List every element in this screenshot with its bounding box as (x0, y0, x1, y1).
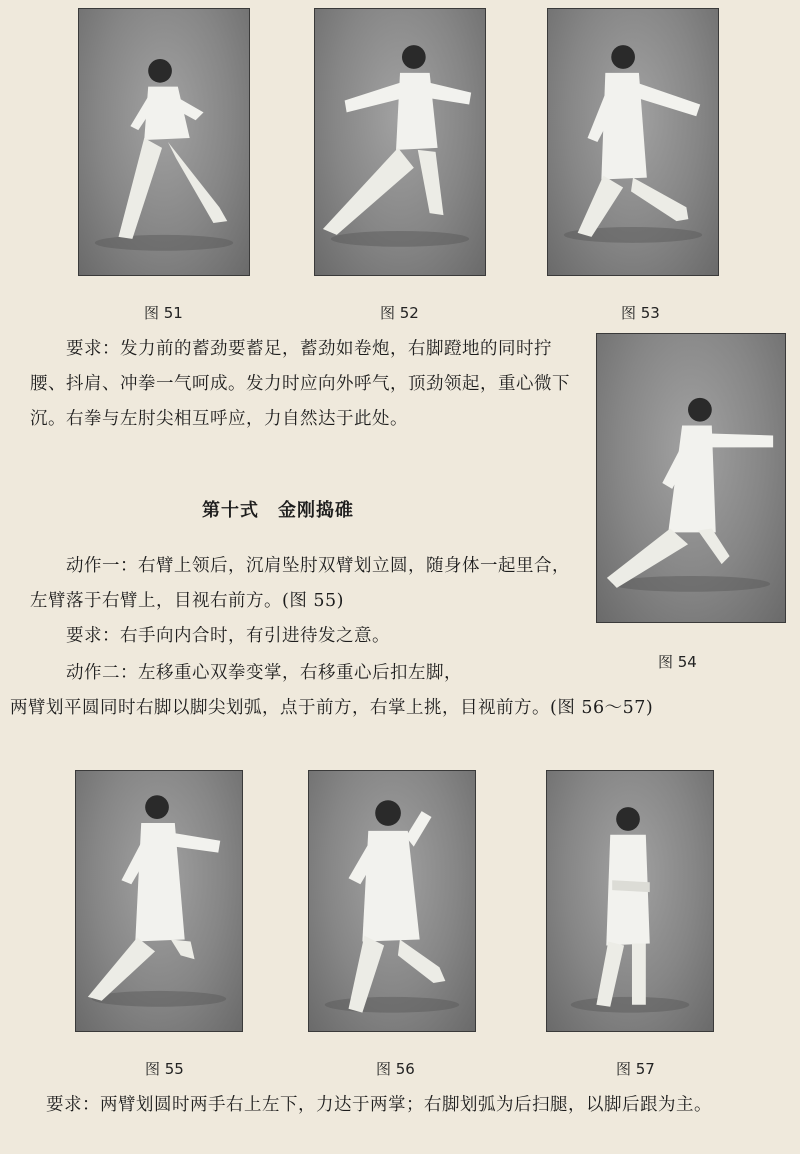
caption-figure-54: 图 54 (658, 653, 697, 671)
photo-figure-54 (596, 333, 786, 623)
figure-silhouette (309, 771, 475, 1031)
photo-figure-55 (75, 770, 243, 1032)
photo-figure-53 (547, 8, 719, 276)
paragraph-action-1: 动作一：右臂上领后，沉肩坠肘双臂划立圆，随身体一起里合，左臂落于右臂上，目视右前方。(图 55) (30, 556, 570, 611)
caption-figure-53: 图 53 (621, 304, 660, 322)
paragraph-requirement-2: 要求：右手向内合时，有引进待发之意。 (66, 626, 390, 646)
photo-figure-52 (314, 8, 486, 276)
photo-figure-51 (78, 8, 250, 276)
paragraph-requirement-1: 要求：发力前的蓄劲要蓄足，蓄劲如卷炮，右脚蹬地的同时拧腰、抖肩、冲拳一气呵成。发力时应向外呼气，顶劲领起，重心微下沉。右拳与左肘尖相互呼应，力自然达于此处。 (30, 339, 570, 429)
caption-figure-57: 图 57 (616, 1060, 655, 1078)
figure-silhouette (547, 771, 713, 1031)
figure-silhouette (76, 771, 242, 1031)
caption-figure-52: 图 52 (380, 304, 419, 322)
figure-silhouette (79, 9, 249, 275)
figure-silhouette (597, 334, 785, 622)
figure-silhouette (315, 9, 485, 275)
caption-figure-56: 图 56 (376, 1060, 415, 1078)
paragraph-requirement-3: 要求：两臂划圆时两手右上左下，力达于两掌；右脚划弧为后扫腿，以脚后跟为主。 (46, 1095, 712, 1115)
photo-figure-56 (308, 770, 476, 1032)
caption-figure-55: 图 55 (145, 1060, 184, 1078)
caption-figure-51: 图 51 (144, 304, 183, 322)
paragraph-action-2: 动作二：左移重心双拳变掌，右移重心后扣左脚， (66, 663, 462, 683)
section-heading: 第十式 金刚捣碓 (202, 500, 354, 521)
paragraph-action-2-continued: 两臂划平圆同时右脚以脚尖划弧，点于前方，右掌上挑，目视前方。(图 56～57) (10, 698, 654, 718)
photo-figure-57 (546, 770, 714, 1032)
figure-silhouette (548, 9, 718, 275)
